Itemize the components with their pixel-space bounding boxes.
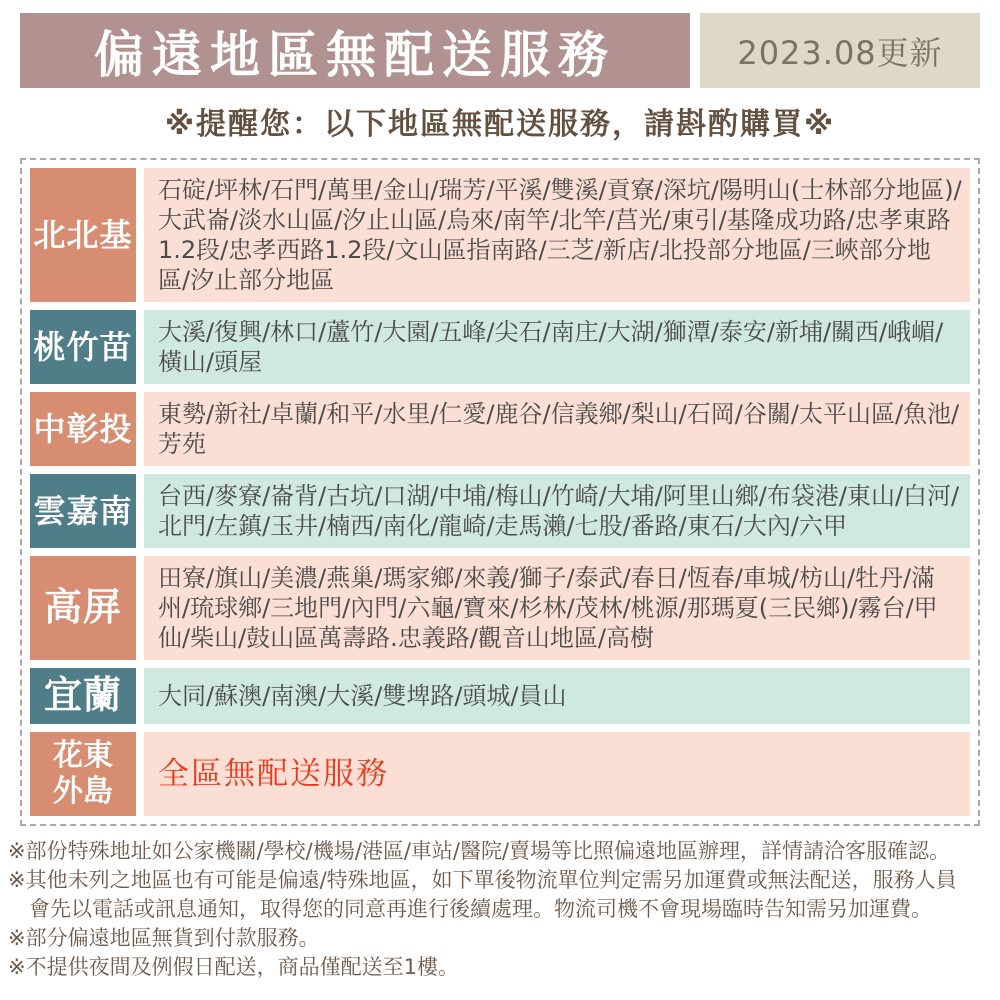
region-areas: 大同/蘇澳/南澳/大溪/雙埤路/頭城/員山 <box>144 668 970 724</box>
footnotes <box>8 837 960 982</box>
region-row-taozhumiao <box>30 310 970 384</box>
region-row-huadong-outlying-islands <box>30 732 970 816</box>
updated-date-badge: 2023.08更新 <box>700 13 980 88</box>
region-areas: 田寮/旗山/美濃/燕巢/瑪家鄉/來義/獅子/泰武/春日/恆春/車城/枋山/牡丹/滿州/琉球鄉/三地門/內門/六龜/寶來/杉林/茂林/桃源/那瑪夏(三民鄉)/霧台/甲仙/柴山/鼓山區萬壽路.忠義路/觀音山地區/高樹 <box>144 556 970 660</box>
region-label <box>30 732 136 816</box>
no-delivery-whole-area-text: 全區無配送服務 <box>144 732 970 816</box>
footnote-no-cod: ※部分偏遠地區無貨到付款服務。 <box>8 926 320 950</box>
region-row-yunjianan <box>30 474 970 548</box>
region-row-zhongzhangtou <box>30 392 970 466</box>
footnote-special-addresses: ※部份特殊地址如公家機關/學校/機場/港區/車站/醫院/賣場等比照偏遠地區辦理，詳情請洽客服確認。 <box>8 839 951 863</box>
region-label: 高屏 <box>30 556 136 660</box>
reminder-subtitle: ※提醒您：以下地區無配送服務，請斟酌購買※ <box>164 107 836 142</box>
region-areas: 台西/麥寮/崙背/古坑/口湖/中埔/梅山/竹崎/大埔/阿里山鄉/布袋港/東山/白河/北門/左鎮/玉井/楠西/南化/龍崎/走馬瀨/七股/番路/東石/大內/六甲 <box>144 474 970 548</box>
header <box>20 13 980 88</box>
no-delivery-regions-table <box>20 158 980 826</box>
region-label: 北北基 <box>30 168 136 302</box>
footnote-unlisted-areas: ※其他未列之地區也有可能是偏遠/特殊地區，如下單後物流單位判定需另加運費或無法配送，服務人員會先以電話或訊息通知，取得您的同意再進行後續處理。物流司機不會現場臨時告知需另加運費。 <box>8 868 957 921</box>
region-label: 雲嘉南 <box>30 474 136 548</box>
region-label: 中彰投 <box>30 392 136 466</box>
region-row-beibeiji <box>30 168 970 302</box>
region-label-line1: 花東 <box>53 738 113 773</box>
region-row-gaoping <box>30 556 970 660</box>
region-label: 桃竹苗 <box>30 310 136 384</box>
region-label: 宜蘭 <box>30 668 136 724</box>
region-row-yilan <box>30 668 970 724</box>
region-label-line2: 外島 <box>53 774 113 809</box>
region-areas: 石碇/坪林/石門/萬里/金山/瑞芳/平溪/雙溪/貢寮/深坑/陽明山(士林部分地區)/大武崙/淡水山區/汐止山區/烏來/南竿/北竿/莒光/東引/基隆成功路/忠孝東路1.2段/忠孝西路1.2段/文山區指南路/三芝/新店/北投部分地區/三峽部分地區/汐止部分地區 <box>144 168 970 302</box>
region-areas: 大溪/復興/林口/蘆竹/大園/五峰/尖石/南庄/大湖/獅潭/泰安/新埔/關西/峨嵋/橫山/頭屋 <box>144 310 970 384</box>
page-title: 偏遠地區無配送服務 <box>20 13 690 88</box>
footnote-no-night-delivery: ※不提供夜間及例假日配送，商品僅配送至1樓。 <box>8 955 459 979</box>
region-areas: 東勢/新社/卓蘭/和平/水里/仁愛/鹿谷/信義鄉/梨山/石岡/谷關/太平山區/魚池/芳苑 <box>144 392 970 466</box>
